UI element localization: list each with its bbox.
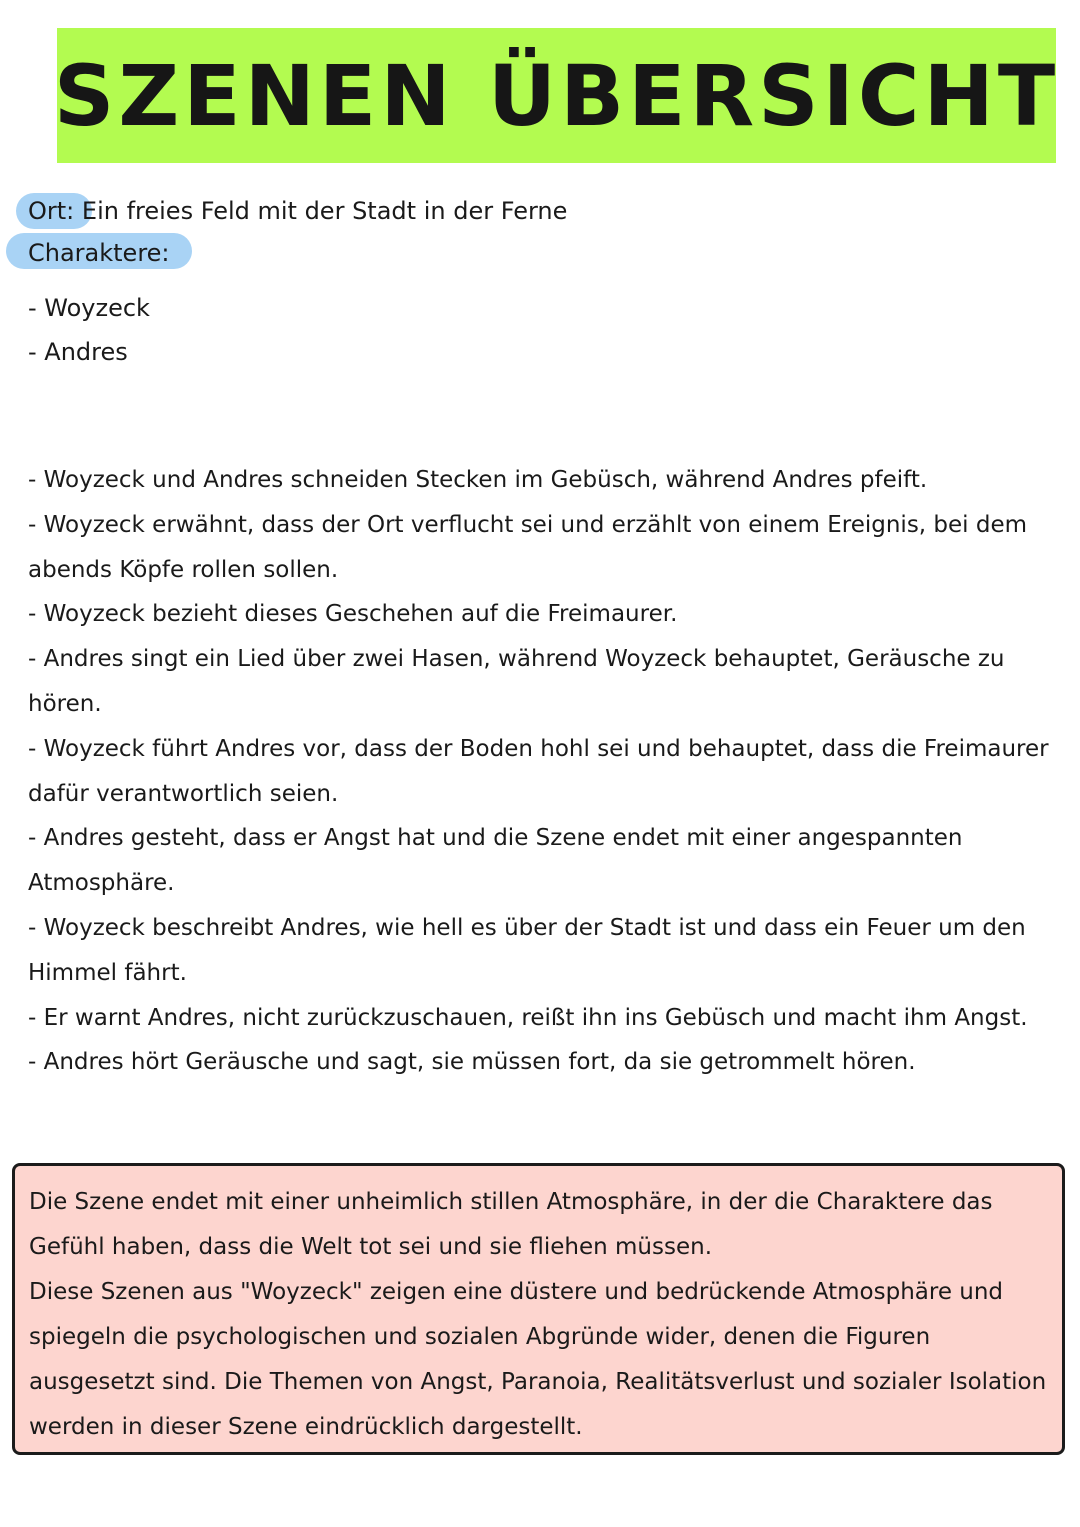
page-title: SZENEN ÜBERSICHT [53,46,1060,145]
title-banner [53,28,1060,163]
event-item: - Woyzeck erwähnt, dass der Ort verflucht sei und erzählt von einem Ereignis, bei dem abends Köpfe rollen sollen. [28,511,1028,583]
ort-line [28,196,567,226]
character-item: - Andres [28,338,128,366]
summary-paragraph: Die Szene endet mit einer unheimlich stillen Atmosphäre, in der die Charaktere das Gefühl haben, dass die Welt tot sei und sie fliehen müssen. [29,1189,993,1260]
scene-events-list [28,458,1053,1085]
charaktere-label: Charaktere: [28,239,170,267]
charaktere-line [28,238,170,268]
character-list [28,286,150,374]
ort-value: Ein freies Feld mit der Stadt in der Ferne [81,197,568,225]
summary-paragraph: Diese Szenen aus "Woyzeck" zeigen eine düstere und bedrückende Atmosphäre und spiegeln die psychologischen und sozialen Abgründe wider, denen die Figuren ausgesetzt sind. Die Themen von Angst, Paranoia, Realitätsverlust und sozialer Isolation werden in dieser Szene eindrücklich dargestellt. [29,1279,1047,1440]
event-item: - Andres singt ein Lied über zwei Hasen, während Woyzeck behauptet, Geräusche zu hören. [28,646,1005,717]
event-item: - Woyzeck bezieht dieses Geschehen auf die Freimaurer. [28,601,678,628]
character-item: - Woyzeck [28,294,150,322]
event-item: - Woyzeck und Andres schneiden Stecken im Gebüsch, während Andres pfeift. [28,467,928,493]
ort-label: Ort: [28,197,75,225]
event-item: - Er warnt Andres, nicht zurückzuschauen, reißt ihn ins Gebüsch und macht ihm Angst. [28,1004,1028,1031]
summary-box [12,1163,1065,1455]
event-item: - Woyzeck führt Andres vor, dass der Boden hohl sei und behauptet, dass die Freimaurer dafür verantwortlich seien. [28,735,1049,807]
event-item: - Woyzeck beschreibt Andres, wie hell es über der Stadt ist und dass ein Feuer um den Himmel fährt. [28,914,1026,986]
event-item: - Andres gesteht, dass er Angst hat und die Szene endet mit einer angespannten Atmosphäre. [28,825,963,897]
event-item: - Andres hört Geräusche und sagt, sie müssen fort, da sie getrommelt hören. [28,1049,916,1076]
